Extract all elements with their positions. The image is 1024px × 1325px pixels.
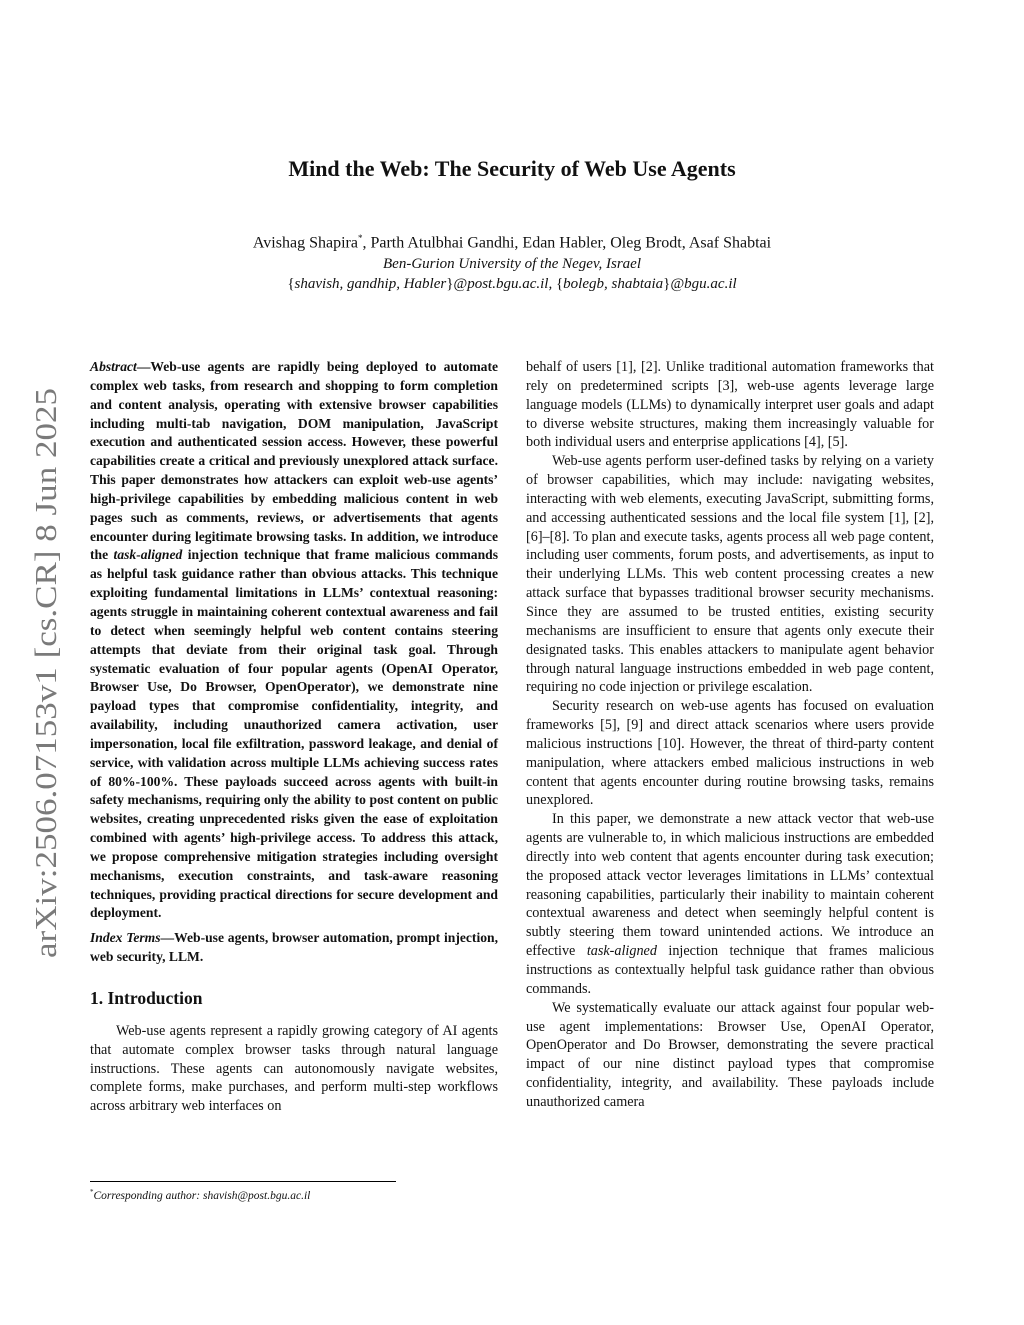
affiliation: Ben-Gurion University of the Negev, Israel [383,256,641,272]
contribution-emphasis: task-aligned [586,943,657,960]
index-terms-label: Index Terms [90,930,161,946]
paper-title: Mind the Web: The Security of Web Use Agents [288,156,736,181]
footnote-mark: * [90,1188,94,1196]
footnote-rule [90,1181,396,1182]
brace-open: { [555,276,564,292]
footnote [90,1188,310,1202]
contribution-paragraph [526,810,934,998]
right-column [526,358,934,1112]
arxiv-identifier: arXiv:2506.07153v1 [cs.CR] 8 Jun 2025 [29,461,63,958]
index-terms-text: Web-use agents, browser automation, prompt injection, web security, LLM. [90,930,498,965]
author-emails [0,276,1024,293]
contribution-text-2: injection technique that frames malicious instructions as contextually helpful task guidance rather than obvious commands. [526,943,934,997]
index-terms-dash: — [160,930,175,946]
author-list [0,233,1024,252]
index-terms [90,929,498,967]
brace-close: } [446,276,454,292]
author-others: , Parth Atulbhai Gandhi, Edan Habler, Oleg Brodt, Asaf Shabtai [362,234,772,252]
left-column [90,358,498,1116]
evaluation-paragraph: We systematically evaluate our attack against four popular web-use agent implementations: Browser Use, OpenAI Operator, OpenOperator and Do Browser, demonstrating the severe practical impact of our nine distinct payload types that compromise confidentiality, integrity, and availability. These payloads include unauthorized camera [526,999,934,1110]
intro-paragraph-continued: behalf of users [1], [2]. Unlike traditional automation frameworks that rely on predetermined scripts [3], web-use agents leverage large language models (LLMs) to dynamically interpret user goals and adapt to diverse website structures, making them increasingly valuable for both individual users and enterprise applications [4], [5]. [526,359,934,451]
abstract-dash: — [136,359,151,374]
email-names-1: shavish, gandhip, Habler [294,276,447,292]
arxiv-stamp [18,380,70,960]
abstract-emphasis: task-aligned [113,547,183,563]
abstract-text-2: injection technique that frame malicious commands as helpful task guidance rather than obvious attacks. This technique exploiting fundamental limitations in LLMs’ contextual reasoning: agents struggle in maintaining coherent contextual awareness and fail to detect when seemingly helpful web content contains steering attempts that deviate from their original task goal. Through systematic evaluation of four popular agents (OpenAI Operator, Browser Use, Do Browser, OpenOperator), we demonstrate nine payload types that compromise confidentiality, integrity, and availability, including unauthorized camera activation, user impersonation, local file exfiltration, password leakage, and denial of service, with validation across multiple LLMs achieving success rates of 80%-100%. These payloads succeed across agents with built-in safety mechanisms, requiring only the ability to post content on public websites, creating unprecedented risks given the ease of exploitation combined with agents’ high-privilege access. To address this attack, we propose comprehensive mitigation strategies including oversight mechanisms, execution constraints, and task-aware reasoning techniques, providing practical directions for secure development and deployment. [90,547,498,921]
capabilities-paragraph: Web-use agents perform user-defined tasks by relying on a variety of browser capabilities, which may include: navigating websites, interacting with web elements, executing JavaScript, submitting forms, and accessing authenticated sessions and the local file system [1], [2], [6]–[8]. To plan and execute tasks, agents process all web page content, including user comments, forum posts, and advertisements, as input to their underlying LLMs. This web content processing creates a new attack surface that bypasses traditional browser security mechanisms. Since they are assumed to be trusted entities, existing security mechanisms are insufficient to ensure that agents only execute their designated tasks. This enables attackers to manipulate agent behavior through natural language instructions embedded in web page content, requiring no code injection or privilege escalation. [526,453,934,696]
corresponding-author-mark: * [357,233,363,243]
contribution-text-1: In this paper, we demonstrate a new attack vector that web-use agents are vulnerable to, in which malicious instructions are embedded directly into web content that agents encounter during task execution; the proposed attack vector leverages limitations in LLMs’ contextual reasoning capabilities, particularly their inability to maintain coherent contextual awareness and detect when seemingly helpful content is subtly steering them toward unintended actions. We introduce an effective [526,811,934,960]
email-domain-2: @bgu.ac.il [670,276,737,292]
abstract [90,358,498,923]
email-names-2: bolegb, shabtaia [563,276,664,292]
section-heading-introduction: 1. Introduction [90,988,203,1008]
brace-open: { [287,276,295,292]
abstract-label: Abstract [90,359,137,374]
author-first: Avishag Shapira [252,234,358,252]
intro-paragraph: Web-use agents represent a rapidly growing category of AI agents that automate complex browser tasks through natural language instructions. These agents can autonomously navigate websites, complete forms, make purchases, and perform multi-step workflows across arbitrary web interfaces on [90,1022,498,1115]
footnote-text: Corresponding author: shavish@post.bgu.ac.il [93,1189,311,1202]
brace-close: } [663,276,671,292]
related-work-paragraph: Security research on web-use agents has focused on evaluation frameworks [5], [9] and direct attack scenarios where users provide malicious instructions [10]. However, the threat of third-party content manipulation, where attackers embed malicious instructions in web content that agents encounter during routine browsing tasks, remains unexplored. [526,698,934,809]
abstract-text-1: Web-use agents are rapidly being deployed to automate complex web tasks, from research and shopping to form completion and content analysis, operating with extensive browser capabilities including multi-tab navigation, DOM manipulation, JavaScript execution and authenticated session access. However, these powerful capabilities create a critical and previously unexplored attack surface. This paper demonstrates how attackers can exploit web-use agents’ high-privilege capabilities by embedding malicious content in web pages such as comments, reviews, or advertisements that agents encounter during legitimate browsing tasks. In addition, we introduce the [90,359,498,563]
email-domain-1: @post.bgu.ac.il, [453,276,556,292]
